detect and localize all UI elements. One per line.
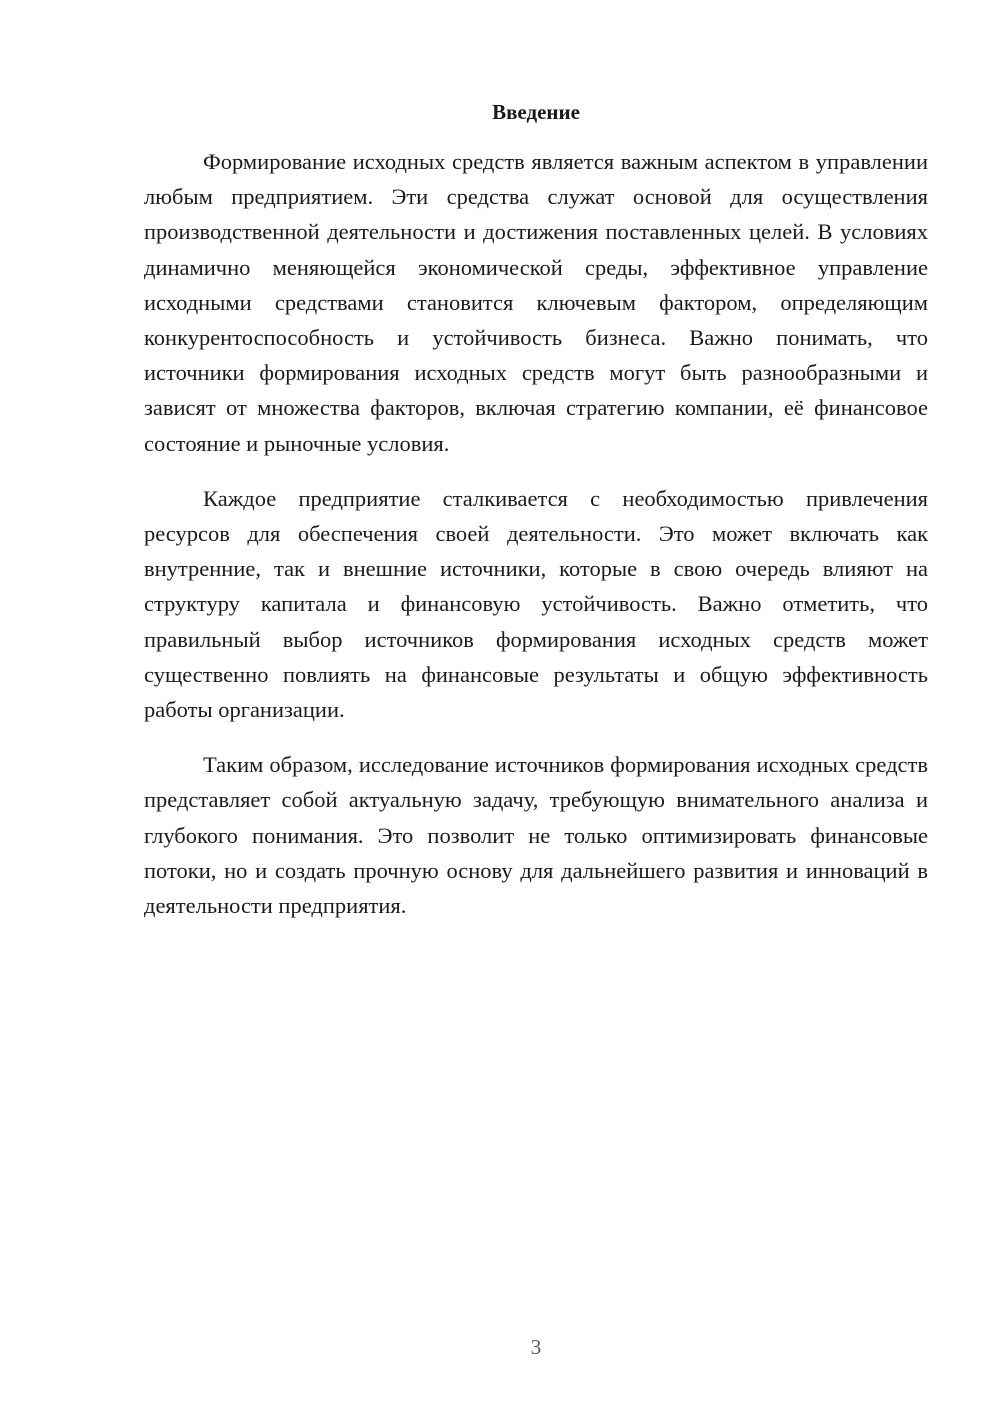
section-heading: Введение	[492, 100, 580, 124]
paragraph-3: Таким образом, исследование источников формирования исходных средств представляет собой актуальную задачу, требующую внимательного анализа и глубокого понимания. Это позволит не только оптимизировать финансовые потоки, но и создать прочную основу для дальнейшего развития и инноваций в деятельности предприятия.	[144, 752, 928, 919]
page-number: 3	[530, 1335, 542, 1359]
body-text	[144, 144, 928, 943]
paragraph-1: Формирование исходных средств является важным аспектом в управлении любым предприятием. Эти средства служат основой для осуществления производственной деятельности и достижения поставленных целей. В условиях динамично меняющейся экономической среды, эффективное управление исходными средствами становится ключевым фактором, определяющим конкурентоспособность и устойчивость бизнеса. Важно понимать, что источники формирования исходных средств могут быть разнообразными и зависят от множества факторов, включая стратегию компании, её финансовое состояние и рыночные условия.	[144, 149, 928, 456]
paragraph-2: Каждое предприятие сталкивается с необходимостью привлечения ресурсов для обеспечения своей деятельности. Это может включать как внутренние, так и внешние источники, которые в свою очередь влияют на структуру капитала и финансовую устойчивость. Важно отметить, что правильный выбор источников формирования исходных средств может существенно повлиять на финансовые результаты и общую эффективность работы организации.	[144, 485, 928, 723]
